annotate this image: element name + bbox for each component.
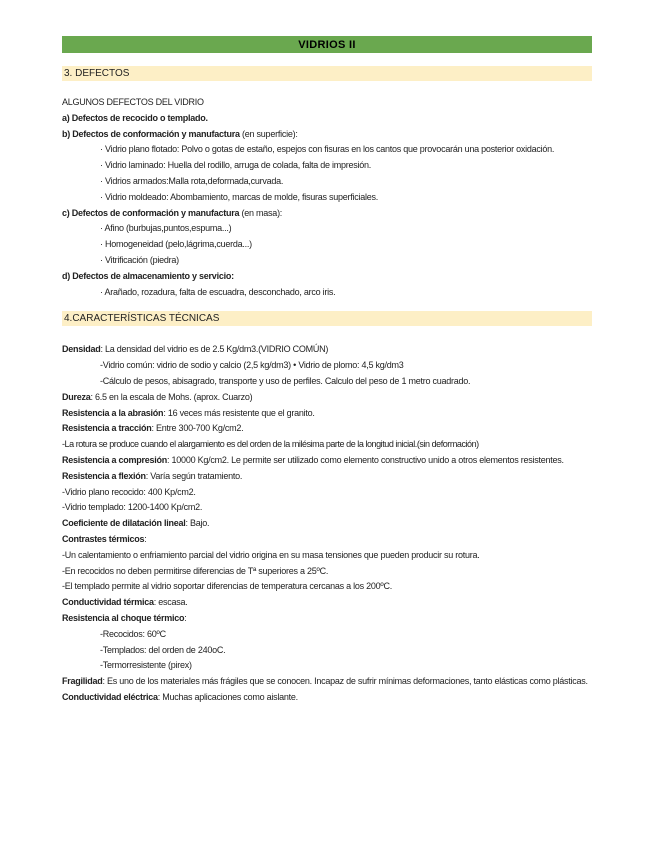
prop-conductividad-electrica: [62, 690, 592, 706]
prop-compresion: [62, 453, 592, 469]
prop-text: :: [144, 533, 147, 544]
prop-text: : Es uno de los materiales más frágiles que se conocen. Incapaz de sufrir mínimas deformaciones, tanto elásticas como plásticas.: [102, 676, 588, 687]
defecto-c-item: · Vitrificación (piedra): [100, 254, 179, 265]
prop-label: Conductividad térmica: [62, 597, 154, 608]
prop-label: Fragilidad: [62, 676, 103, 687]
traccion-extra: -La rotura se produce cuando el alargamiento es del orden de la milésima parte de la longitud inicial.(sin deformación): [62, 439, 479, 450]
prop-dureza: [62, 390, 592, 406]
prop-label: Contrastes térmicos: [62, 533, 145, 544]
section-heading-caracteristicas: 4.CARACTERÍSTICAS TÉCNICAS: [62, 311, 592, 326]
prop-text: : Entre 300-700 Kg/cm2.: [151, 423, 244, 434]
contrastes-item: -Un calentamiento o enfriamiento parcial del vidrio origina en su masa tensiones que pueden producir su rotura.: [62, 549, 480, 560]
prop-label: Densidad: [62, 344, 101, 355]
contrastes-item: -El templado permite al vidrio soportar diferencias de temperatura cercanas a los 200ºC.: [62, 581, 392, 592]
section-heading-defectos: 3. DEFECTOS: [62, 66, 592, 81]
choque-item: -Recocidos: 60ºC: [100, 628, 166, 639]
prop-label: Conductividad eléctrica: [62, 691, 158, 702]
prop-abrasion: [62, 406, 592, 422]
prop-label: Resistencia a tracción: [62, 423, 152, 434]
defecto-b: [62, 127, 592, 143]
defectos-intro: ALGUNOS DEFECTOS DEL VIDRIO: [62, 97, 204, 107]
defecto-b-item: · Vidrio laminado: Huella del rodillo, arruga de colada, falta de impresión.: [100, 160, 371, 171]
flexion-item: -Vidrio plano recocido: 400 Kp/cm2.: [62, 486, 196, 497]
prop-text: :: [184, 612, 187, 623]
prop-text: : Muchas aplicaciones como aislante.: [157, 691, 298, 702]
defecto-b-item: · Vidrio moldeado: Abombamiento, marcas de molde, fisuras superficiales.: [100, 191, 378, 202]
defecto-b-note: (en superficie):: [239, 128, 298, 139]
prop-text: : 6.5 en la escala de Mohs. (aprox. Cuarzo): [90, 391, 253, 402]
prop-contrastes: [62, 532, 592, 548]
document-page: [62, 36, 592, 706]
prop-traccion: [62, 421, 592, 437]
prop-text: : Varía según tratamiento.: [145, 470, 243, 481]
prop-choque: [62, 611, 592, 627]
defecto-b-item: · Vidrios armados:Malla rota,deformada,curvada.: [100, 175, 284, 186]
prop-label: Dureza: [62, 391, 91, 402]
prop-label: Resistencia a compresión: [62, 454, 168, 465]
defecto-c: [62, 206, 592, 222]
defecto-b-item: · Vidrio plano flotado: Polvo o gotas de estaño, espejos con fisuras en los cantos que provocarán una posterior oxidación.: [100, 144, 555, 155]
defecto-c-label: c) Defectos de conformación y manufactura: [62, 207, 240, 218]
densidad-item: -Vidrio común: vidrio de sodio y calcio (2,5 kg/dm3) • Vidrio de plomo: 4,5 kg/dm3: [100, 360, 404, 371]
document-title: VIDRIOS II: [62, 36, 592, 53]
prop-fragilidad: [62, 674, 592, 690]
prop-flexion: [62, 469, 592, 485]
defecto-d-item: · Arañado, rozadura, falta de escuadra, desconchado, arco iris.: [100, 286, 336, 297]
choque-item: -Termorresistente (pirex): [100, 660, 192, 671]
defecto-a: a) Defectos de recocido o templado.: [62, 112, 208, 123]
prop-text: : 16 veces más resistente que el granito.: [163, 407, 315, 418]
prop-label: Resistencia a flexión: [62, 470, 146, 481]
prop-label: Resistencia a la abrasión: [62, 407, 164, 418]
prop-label: Coeficiente de dilatación lineal: [62, 518, 186, 529]
prop-text: : escasa.: [153, 597, 188, 608]
prop-label: Resistencia al choque térmico: [62, 612, 185, 623]
contrastes-item: -En recocidos no deben permitirse diferencias de Tª superiores a 25ºC.: [62, 565, 329, 576]
prop-dilatacion: [62, 516, 592, 532]
prop-densidad: [62, 342, 592, 358]
prop-conductividad-termica: [62, 595, 592, 611]
defecto-d: d) Defectos de almacenamiento y servicio:: [62, 270, 234, 281]
flexion-item: -Vidrio templado: 1200-1400 Kp/cm2.: [62, 502, 203, 513]
defecto-c-item: · Homogeneidad (pelo,lágrima,cuerda...): [100, 239, 252, 250]
defecto-c-note: (en masa):: [239, 207, 283, 218]
densidad-item: -Cálculo de pesos, abisagrado, transporte y uso de perfiles. Calculo del peso de 1 metro cuadrado.: [100, 375, 471, 386]
defecto-c-item: · Afino (burbujas,puntos,espuma...): [100, 223, 232, 234]
prop-text: : La densidad del vidrio es de 2.5 Kg/dm3.(VIDRIO COMÚN): [100, 344, 329, 355]
defecto-b-label: b) Defectos de conformación y manufactura: [62, 128, 240, 139]
choque-item: -Templados: del orden de 240oC.: [100, 644, 226, 655]
prop-text: : 10000 Kg/cm2. Le permite ser utilizado como elemento constructivo unido a otros elementos resistentes.: [167, 454, 564, 465]
prop-text: : Bajo.: [185, 518, 210, 529]
